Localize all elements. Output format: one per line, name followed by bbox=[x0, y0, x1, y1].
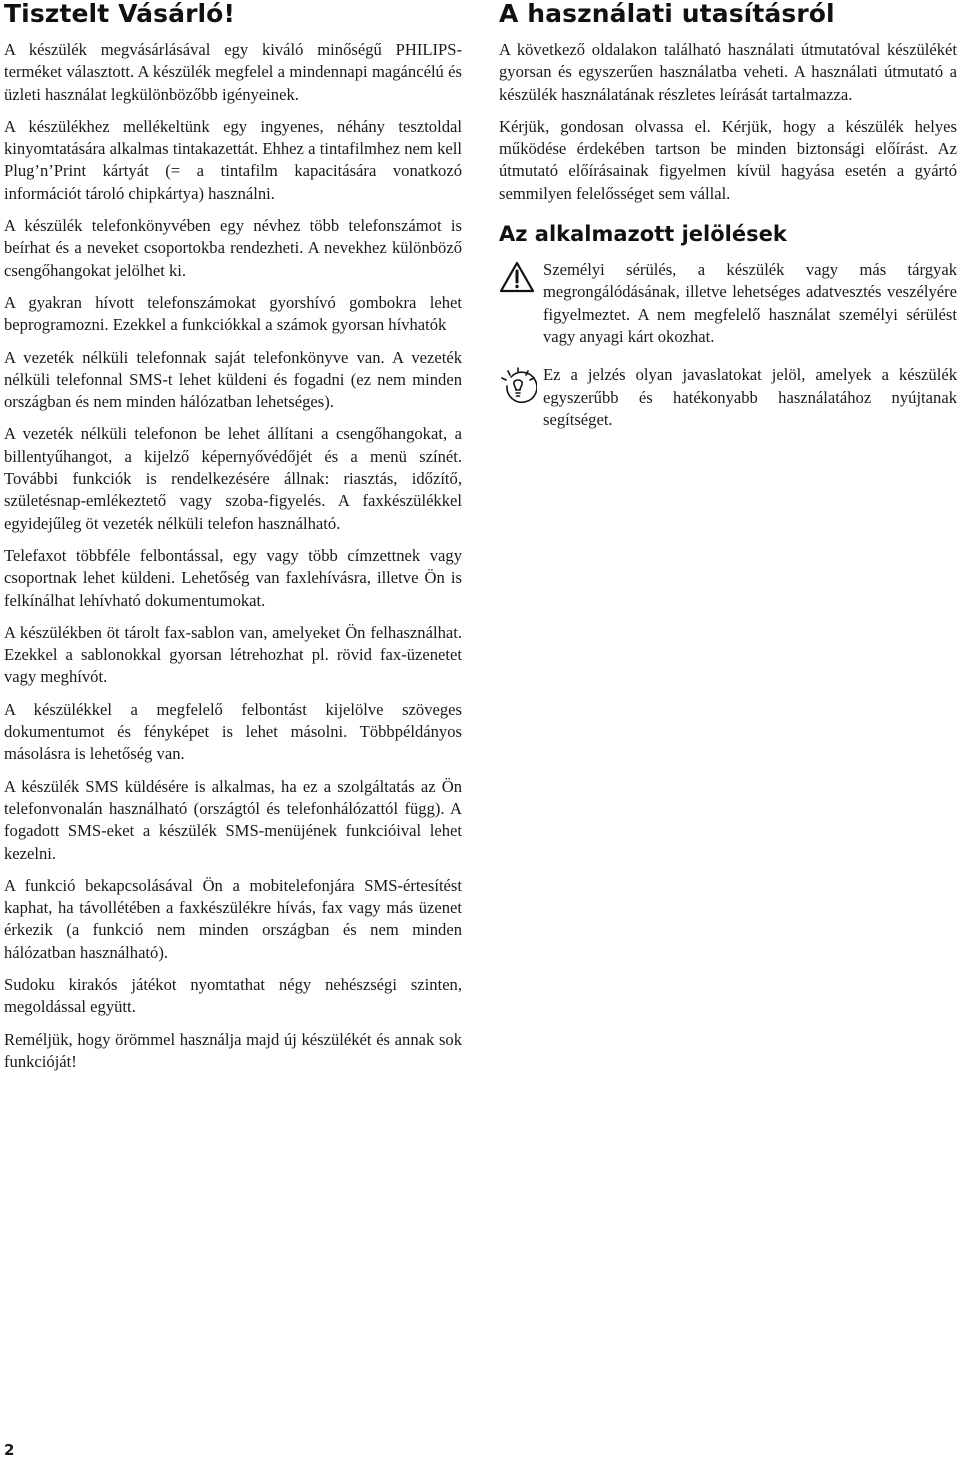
manual-safety-paragraph: Kérjük, gondosan olvassa el. Kérjük, hogy a készülék helyes működése érdekében tartson be minden biztonsági előírást. Az útmutató előírásainak figyelmen kívül hagyása esetén a gyártó semmilyen felelősséget sem vállal. bbox=[499, 116, 957, 203]
left-column bbox=[4, 0, 462, 1083]
warning-note bbox=[499, 259, 957, 348]
lightbulb-tip-icon bbox=[499, 364, 543, 412]
sms-notification-paragraph: A funkció bekapcsolásával Ön a mobitelefonjára SMS-értesítést kaphat, ha távollétében a faxkészülékre hívás, fax vagy más üzenet érkezik (a funkció nem minden országban és nem minden hálózatban használható). bbox=[4, 875, 462, 962]
closing-paragraph: Reméljük, hogy örömmel használja majd új készülékét és annak sok funkcióját! bbox=[4, 1029, 462, 1071]
greeting-title: Tisztelt Vásárló! bbox=[4, 0, 235, 28]
manual-intro-paragraph: A következő oldalakon található használati útmutatóval készülékét gyorsan és egyszerűen használatba veheti. A használati útmutató a készülék használatának részletes leírását tartalmazza. bbox=[499, 40, 957, 104]
page-number: 2 bbox=[4, 1441, 15, 1459]
copying-paragraph: A készülékkel a megfelelő felbontást kijelölve szöveges dokumentumot és fényképet is lehet másolni. Többpéldányos másolásra is lehetőség van. bbox=[4, 699, 462, 764]
cordless-settings-paragraph: A vezeték nélküli telefonon be lehet állítani a csengőhangokat, a billentyűhangot, a kijelző képernyővédőjét és a menü színét. További funkciók is rendelkezésére állnak: riasztás, időzítő, születésnap-emlékeztető vagy szoba-figyelés. A faxkészülékkel egyidejűleg öt vezeték nélküli telefon használható. bbox=[4, 424, 462, 533]
speed-dial-paragraph: A gyakran hívott telefonszámokat gyorshívó gombokra lehet beprogramozni. Ezekkel a funkciókkal a számok gyorsan hívhatók bbox=[4, 292, 462, 335]
fax-templates-paragraph: A készülékben öt tárolt fax-sablon van, amelyeket Ön felhasználhat. Ezekkel a sablonokkal gyorsan létrehozhat pl. rövid fax-üzenetet vagy meghívót. bbox=[4, 622, 462, 687]
right-column bbox=[499, 0, 957, 447]
fax-sending-paragraph: Telefaxot többféle felbontással, egy vagy több címzettnek vagy csoportnak lehet küldeni. Lehetőség van faxlehívásra, illetve Ön is felkínálhat lehívható dokumentumokat. bbox=[4, 545, 462, 610]
tip-note-text: Ez a jelzés olyan javaslatokat jelöl, amelyek a készülék egyszerűbb és hatékonyabb használatához nyújtanak segítséget. bbox=[543, 365, 957, 429]
warning-triangle-icon bbox=[499, 259, 543, 299]
sms-paragraph: A készülék SMS küldésére is alkalmas, ha ez a szolgáltatás az Ön telefonvonalán használható (országtól és telefonhálózattól függ). A fogadott SMS-eket a készülék SMS-menüjének funkcióival lehet kezelni. bbox=[4, 776, 462, 863]
cordless-phonebook-paragraph: A vezeték nélküli telefonnak saját telefonkönyve van. A vezeték nélküli telefonnal SMS-t lehet küldeni és fogadni (ez nem minden országban és nem minden hálózatban lehetséges). bbox=[4, 347, 462, 412]
warning-note-text: Személyi sérülés, a készülék vagy más tárgyak megrongálódásának, illetve lehetséges adatvesztés veszélyére figyelmeztet. A nem megfelelő használat személyi sérülést vagy anyagi kárt okozhat. bbox=[543, 260, 957, 346]
sudoku-paragraph: Sudoku kirakós játékot nyomtathat négy nehészségi szinten, megoldással együtt. bbox=[4, 974, 462, 1017]
symbols-subtitle: Az alkalmazott jelölések bbox=[499, 222, 787, 247]
ink-cartridge-paragraph: A készülékhez mellékeltünk egy ingyenes, néhány tesztoldal kinyomtatására alkalmas tintakazettát. Ehhez a tintafilmhez nem kell Plug’n’Print kártyát (= a tintafilm kapacitására vonatkozó információt tároló chipkártya) használni. bbox=[4, 116, 462, 203]
intro-paragraph: A készülék megvásárlásával egy kiváló minőségű PHILIPS-terméket választott. A készülék megfelel a mindennapi magáncélú és üzleti használat legkülönbözőbb igényeinek. bbox=[4, 40, 462, 104]
phonebook-paragraph: A készülék telefonkönyvében egy névhez több telefonszámot is beírhat és a neveket csoportokba rendezheti. A nevekhez különböző csengőhangokat jelölhet ki. bbox=[4, 216, 462, 280]
manual-section-title: A használati utasításról bbox=[499, 0, 835, 28]
tip-note bbox=[499, 364, 957, 431]
